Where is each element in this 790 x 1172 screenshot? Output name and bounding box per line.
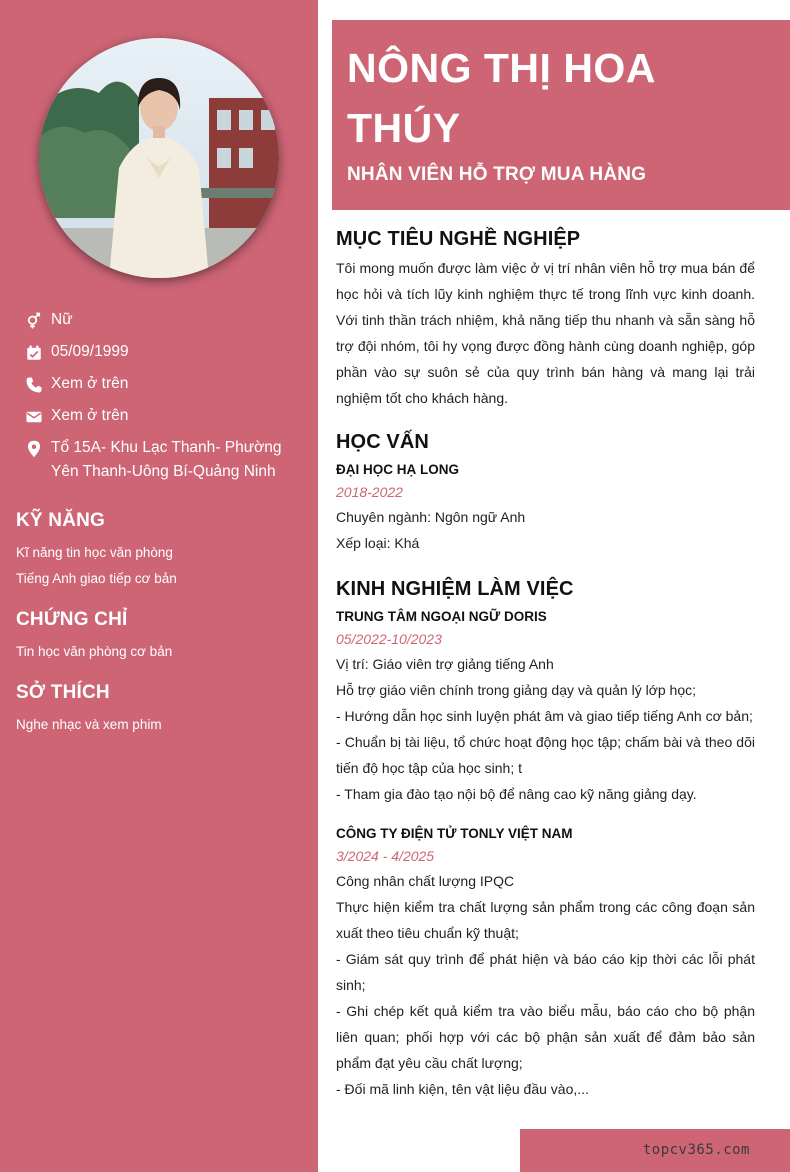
job-line: - Tham gia đào tạo nội bộ để nâng cao kỹ năng giảng dạy. — [336, 786, 697, 802]
job-entry — [336, 607, 755, 807]
school-name: ĐẠI HỌC HẠ LONG — [336, 462, 459, 477]
job-line: - Chuẩn bị tài liệu, tổ chức hoạt động học tập; chấm bài và theo dõi tiến độ học tập của học sinh; t — [336, 734, 755, 776]
job-line: Công nhân chất lượng IPQC — [336, 873, 515, 889]
contact-email — [24, 404, 304, 428]
education-major: Chuyên ngành: Ngôn ngữ Anh — [336, 509, 526, 525]
watermark-text: topcv365.com — [642, 1142, 750, 1158]
skills-title: KỸ NĂNG — [16, 510, 106, 531]
skills-section — [16, 510, 306, 592]
hobby-item: Nghe nhạc và xem phim — [16, 717, 162, 732]
candidate-name: NÔNG THỊ HOA THÚY — [347, 45, 655, 151]
calendar-icon — [24, 343, 43, 362]
education-title: HỌC VẤN — [336, 431, 429, 453]
job-line: - Giám sát quy trình để phát hiện và báo cáo kịp thời các lỗi phát sinh; — [336, 951, 755, 993]
job-entry — [336, 824, 755, 1102]
experience-section — [336, 578, 755, 1102]
contact-phone — [24, 372, 304, 396]
objective-title: MỤC TIÊU NGHỀ NGHIỆP — [336, 228, 581, 250]
job-period: 05/2022-10/2023 — [336, 631, 442, 647]
address-text: Tổ 15A- Khu Lạc Thanh- Phường Yên Thanh-Uông Bí-Quảng Ninh — [51, 439, 282, 480]
certificates-title: CHỨNG CHỈ — [16, 609, 128, 630]
job-line: - Đối mã linh kiện, tên vật liệu đầu vào,... — [336, 1081, 589, 1097]
job-line: Hỗ trợ giáo viên chính trong giảng dạy và quản lý lớp học; — [336, 682, 697, 698]
education-period: 2018-2022 — [336, 484, 403, 500]
certificate-item: Tin học văn phòng cơ bản — [16, 644, 173, 659]
job-line: - Ghi chép kết quả kiểm tra vào biểu mẫu, báo cáo cho bộ phận liên quan; phối hợp với các bộ phận sản xuất để đảm bảo sản phẩm đạt yêu cầu chất lượng; — [336, 1003, 755, 1071]
phone-text: Xem ở trên — [51, 375, 129, 392]
candidate-role: NHÂN VIÊN HỖ TRỢ MUA HÀNG — [347, 164, 647, 185]
skill-item: Tiếng Anh giao tiếp cơ bản — [16, 571, 177, 586]
job-period: 3/2024 - 4/2025 — [336, 848, 435, 864]
email-text: Xem ở trên — [51, 407, 129, 424]
job-line: Thực hiện kiểm tra chất lượng sản phẩm trong các công đoạn sản xuất theo tiêu chuẩn kỹ thuật; — [336, 899, 755, 941]
skill-item: Kĩ năng tin học văn phòng — [16, 545, 173, 560]
phone-icon — [24, 375, 43, 394]
certificates-section — [16, 609, 306, 665]
email-icon — [24, 407, 43, 426]
contact-birthday — [24, 340, 304, 364]
contact-info — [24, 308, 304, 492]
contact-address — [24, 436, 304, 484]
job-line: Vị trí: Giáo viên trợ giảng tiếng Anh — [336, 656, 554, 672]
contact-gender — [24, 308, 304, 332]
objective-text: Tôi mong muốn được làm việc ở vị trí nhân viên hỗ trợ mua bán để học hỏi và tích lũy kinh nghiệm thực tế trong lĩnh vực kinh doanh. Với tinh thần trách nhiệm, khả năng tiếp thu nhanh và sẵn sàng hỗ trợ đội nhóm, tôi hy vọng được đồng hành cùng doanh nghiệp, góp phần vào sự suôn sẻ của quy trình bán hàng và mang lại trải nghiệm tốt cho khách hàng. — [336, 260, 755, 406]
hobbies-title: SỞ THÍCH — [16, 682, 110, 703]
company-name: TRUNG TÂM NGOẠI NGỮ DORIS — [336, 609, 547, 624]
footer-badge — [520, 1129, 790, 1172]
hobbies-section — [16, 682, 306, 738]
header-banner — [332, 20, 790, 210]
job-line: - Hướng dẫn học sinh luyện phát âm và giao tiếp tiếng Anh cơ bản; — [336, 708, 753, 724]
birthday-text: 05/09/1999 — [51, 343, 129, 360]
experience-title: KINH NGHIỆM LÀM VIỆC — [336, 578, 574, 600]
sidebar — [0, 0, 318, 1172]
location-pin-icon — [24, 439, 43, 458]
education-section — [336, 431, 755, 556]
education-grade: Xếp loại: Khá — [336, 535, 420, 551]
company-name: CÔNG TY ĐIỆN TỬ TONLY VIỆT NAM — [336, 826, 573, 841]
profile-photo — [39, 38, 279, 278]
objective-section — [336, 228, 755, 411]
gender-text: Nữ — [51, 311, 73, 328]
gender-icon — [24, 311, 43, 330]
